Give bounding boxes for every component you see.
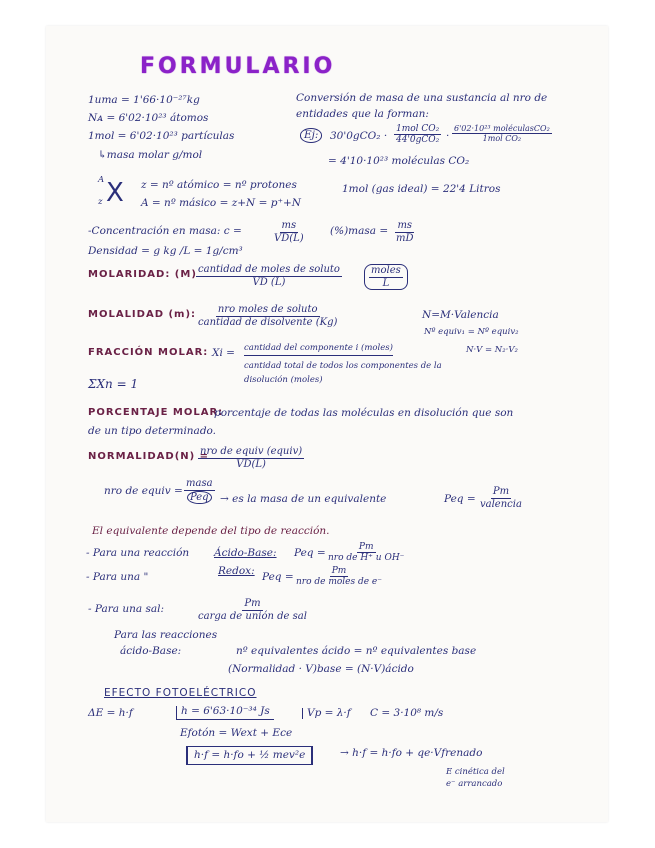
mole-fraction-heading: FRACCIÓN MOLAR: xyxy=(88,347,209,358)
kinetic-energy-note-1: E cinética del xyxy=(446,767,505,777)
a-symbol: A xyxy=(98,175,105,185)
molarity-units: moles L xyxy=(364,264,408,290)
equivalents-fraction: masa Peq xyxy=(186,478,213,503)
normality-heading: NORMALIDAD(N) = xyxy=(88,451,210,462)
normality-valence: N=M·Valencia xyxy=(422,309,499,321)
mole-fraction-numerator: cantidad del componente i (moles) xyxy=(244,344,393,356)
acid-base-fraction: Pm nro de H⁺ u OH⁻ xyxy=(328,542,405,564)
equivalents-label: nro de equiv = xyxy=(104,485,183,497)
molality-fraction: nro moles de soluto cantidad de disolvente (Kg) xyxy=(198,304,338,328)
wave-speed: Vp = λ·f xyxy=(302,708,351,719)
normality-volume: N·V = N₂·V₂ xyxy=(466,345,518,355)
ideal-gas-volume: 1mol (gas ideal) = 22'4 Litros xyxy=(342,183,501,195)
photoelectric-heading: EFECTO FOTOELÉCTRICO xyxy=(104,687,257,699)
molarity-heading: MOLARIDAD: (M) xyxy=(88,269,197,280)
molarity-fraction: cantidad de moles de soluto VD (L) xyxy=(198,264,340,288)
equivalent-mass-explanation: → es la masa de un equivalente xyxy=(220,493,387,505)
mass-concentration-fraction: $\frac{ms}{VD(L)}$ xyxy=(274,220,304,244)
mole-fraction-denominator-1: cantidad total de todos los componentes de la xyxy=(244,361,442,371)
redox-word: Redox: xyxy=(218,565,255,577)
reactions-acid-base: ácido-Base: xyxy=(120,645,182,657)
mole-percent-heading: PORCENTAJE MOLAR: xyxy=(88,407,224,418)
acid-base-word: Ácido-Base: xyxy=(214,547,277,559)
mole-fraction-denominator-2: disolución (moles) xyxy=(244,375,323,385)
notebook-page xyxy=(46,26,608,822)
equivalents-equality-acid-base: nº equivalentes ácido = nº equivalentes base xyxy=(236,645,477,657)
example-fraction-1: 1mol CO₂ 44'0gCO₂ xyxy=(396,124,440,146)
photon-energy-balance: Efotón = Wext + Ece xyxy=(180,727,293,739)
acid-base-label: - Para una reacción xyxy=(86,547,190,559)
planck-constant: h = 6'63·10⁻³⁴ Js xyxy=(176,706,274,720)
conversion-text-1: Conversión de masa de una sustancia al nro de xyxy=(296,92,548,104)
mole-fraction-sum: ΣXn = 1 xyxy=(88,377,139,391)
example-result: = 4'10·10²³ moléculas CO₂ xyxy=(328,155,470,167)
photon-energy: ΔE = h·f xyxy=(88,707,133,719)
mass-concentration-label: -Concentración en masa: c = xyxy=(88,225,242,237)
mass-percent-fraction: $\frac{ms}{mD}$ xyxy=(396,220,414,244)
example-mass: 30'0gCO₂ · xyxy=(330,130,388,142)
equivalent-intro: El equivalente depende del tipo de reacción. xyxy=(92,525,330,537)
kinetic-energy-note-2: e⁻ arrancado xyxy=(446,779,503,789)
atomic-number-def: z = nº atómico = nº protones xyxy=(141,179,297,191)
light-speed: C = 3·10⁸ m/s xyxy=(370,707,444,719)
normality-fraction: nro de equiv (equiv) VD(L) xyxy=(200,446,303,470)
element-symbol: X xyxy=(106,178,124,208)
uma-formula: 1uma = 1'66·10⁻²⁷kg xyxy=(88,94,200,106)
normality-volume-equality: (Normalidad · V)base = (N·V)ácido xyxy=(228,663,414,675)
peq-fraction: Pm valencia xyxy=(480,486,522,510)
redox-peq: Peq = xyxy=(262,571,294,583)
conversion-text-2: entidades que la forman: xyxy=(296,108,429,120)
example-badge: Ej: xyxy=(300,128,322,143)
molality-heading: MOLALIDAD (m): xyxy=(88,309,197,320)
avogadro-formula: Nᴀ = 6'02·10²³ átomos xyxy=(88,112,209,124)
acid-base-peq: Peq = xyxy=(294,547,326,559)
equivalents-equality: Nº equiv₁ = Nº equiv₂ xyxy=(424,327,519,337)
reactions-intro: Para las reacciones xyxy=(114,629,218,641)
mass-number-def: A = nº másico = z+N = p⁺+N xyxy=(141,197,301,209)
z-symbol: z xyxy=(98,197,103,207)
page-title: FORMULARIO xyxy=(140,54,336,79)
redox-label: - Para una " xyxy=(86,571,149,583)
molar-mass-note: ↳masa molar g/mol xyxy=(98,149,203,161)
redox-fraction: Pm nro de moles de e⁻ xyxy=(296,566,382,588)
mole-fraction-xi: Xi = xyxy=(212,347,235,359)
peq-label: Peq = xyxy=(444,493,476,505)
stopping-voltage-equation: → h·f = h·fo + qe·Vfrenado xyxy=(340,747,483,759)
example-fraction-2: 6'02·10²³ moléculasCO₂ 1mol CO₂ xyxy=(454,124,550,144)
mole-percent-text-1: porcentaje de todas las moléculas en disolución que son xyxy=(214,407,514,419)
mole-percent-text-2: de un tipo determinado. xyxy=(88,425,217,437)
photoelectric-equation: h·f = h·fo + ½ mev²e xyxy=(186,746,313,765)
density-formula: Densidad = g kg /L = 1g/cm³ xyxy=(88,245,243,257)
salt-label: - Para una sal: xyxy=(88,603,165,615)
salt-fraction: Pm carga de unión de sal xyxy=(198,598,307,622)
mol-formula: 1mol = 6'02·10²³ partículas xyxy=(88,130,235,142)
mass-percent-label: (%)masa = xyxy=(330,225,389,237)
